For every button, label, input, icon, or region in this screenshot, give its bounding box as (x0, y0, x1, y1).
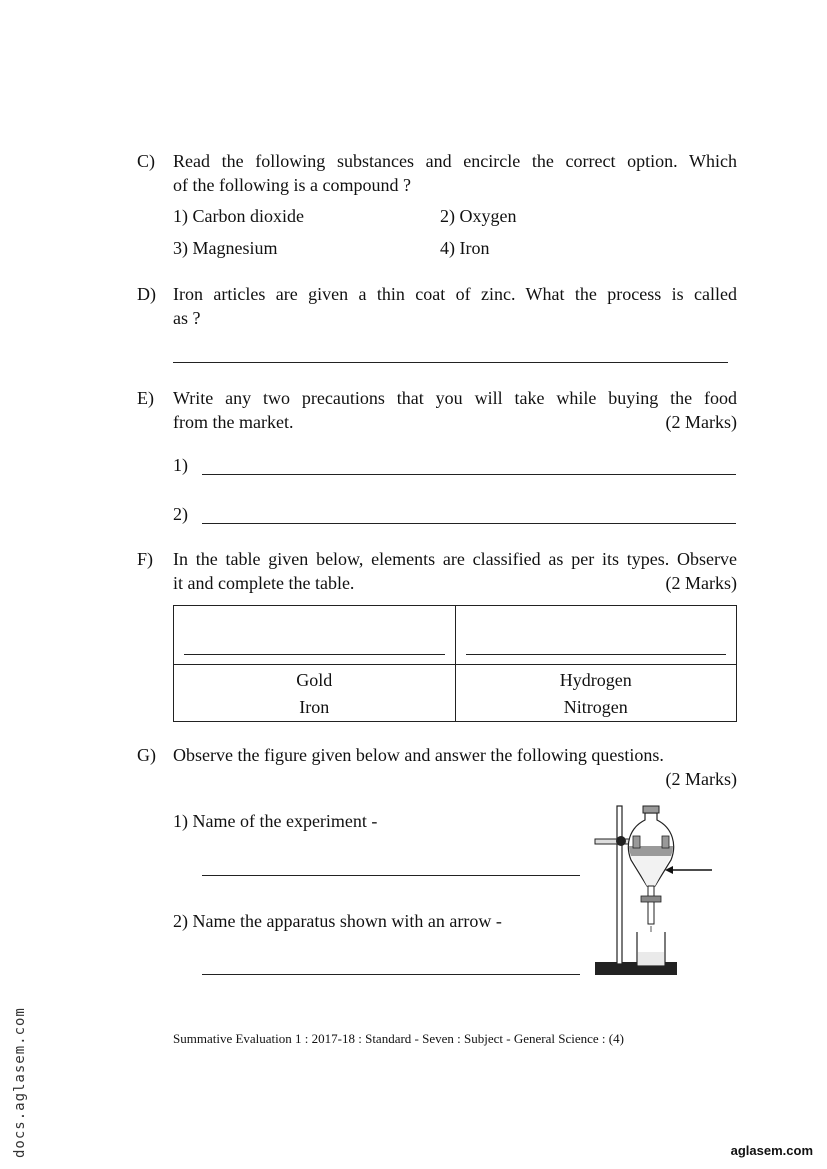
clamp-jaw (633, 836, 640, 848)
brand-watermark: aglasem.com (730, 1143, 813, 1158)
table-cell (455, 665, 737, 722)
question-text: In the table given below, elements are classified as per its types. Observe it and complete the table. (2 Marks) (173, 549, 737, 593)
question-label: D) (137, 284, 156, 304)
lower-liquid (631, 856, 671, 886)
funnel-stopper (643, 806, 659, 813)
element-name: Iron (299, 697, 330, 717)
question-text: Read the following substances and encircle the correct option. Which of the following is a compound ? (173, 151, 737, 195)
question-text: Iron articles are given a thin coat of zinc. What the process is called as ? (173, 284, 737, 328)
element-name: Nitrogen (563, 697, 628, 717)
answer-number: 1) (173, 455, 188, 475)
stopcock (641, 896, 661, 902)
question-label: C) (137, 151, 155, 171)
answer-line[interactable] (202, 875, 580, 876)
marks-label: (2 Marks) (665, 769, 737, 789)
question-label: G) (137, 745, 156, 765)
elements-table (173, 605, 737, 722)
page-footer: Summative Evaluation 1 : 2017-18 : Standard - Seven : Subject - General Science : (4) (173, 1031, 624, 1046)
option-4[interactable]: 4) Iron (440, 238, 490, 258)
option-1[interactable]: 1) Carbon dioxide (173, 206, 304, 226)
sub-question-1: 1) Name of the experiment - (173, 811, 378, 831)
answer-line[interactable] (184, 654, 445, 655)
answer-line[interactable] (202, 474, 736, 475)
answer-line[interactable] (173, 362, 728, 363)
element-name: Hydrogen (559, 670, 632, 690)
question-text: Write any two precautions that you will take while buying the food from the market. (2 Marks) (173, 388, 737, 432)
side-watermark-url: docs.aglasem.com (12, 1007, 28, 1158)
separating-funnel-figure (585, 800, 720, 980)
question-label: F) (137, 549, 154, 569)
answer-line[interactable] (466, 654, 727, 655)
marks-label: (2 Marks) (665, 412, 737, 432)
option-2[interactable]: 2) Oxygen (440, 206, 517, 226)
table-header-cell[interactable] (455, 606, 737, 665)
clamp-boss (616, 836, 626, 846)
table-cell (174, 665, 456, 722)
sub-question-2: 2) Name the apparatus shown with an arrow - (173, 911, 502, 931)
clamp-jaw (662, 836, 669, 848)
beaker-liquid (638, 952, 664, 965)
question-text: Observe the figure given below and answer the following questions. (2 Marks) (173, 745, 737, 789)
stand-rod (617, 806, 622, 964)
funnel-stem (648, 886, 654, 924)
marks-label: (2 Marks) (665, 573, 737, 593)
question-label: E) (137, 388, 154, 408)
option-3[interactable]: 3) Magnesium (173, 238, 278, 258)
element-name: Gold (296, 670, 333, 690)
table-header-cell[interactable] (174, 606, 456, 665)
answer-number: 2) (173, 504, 188, 524)
answer-line[interactable] (202, 523, 736, 524)
answer-line[interactable] (202, 974, 580, 975)
